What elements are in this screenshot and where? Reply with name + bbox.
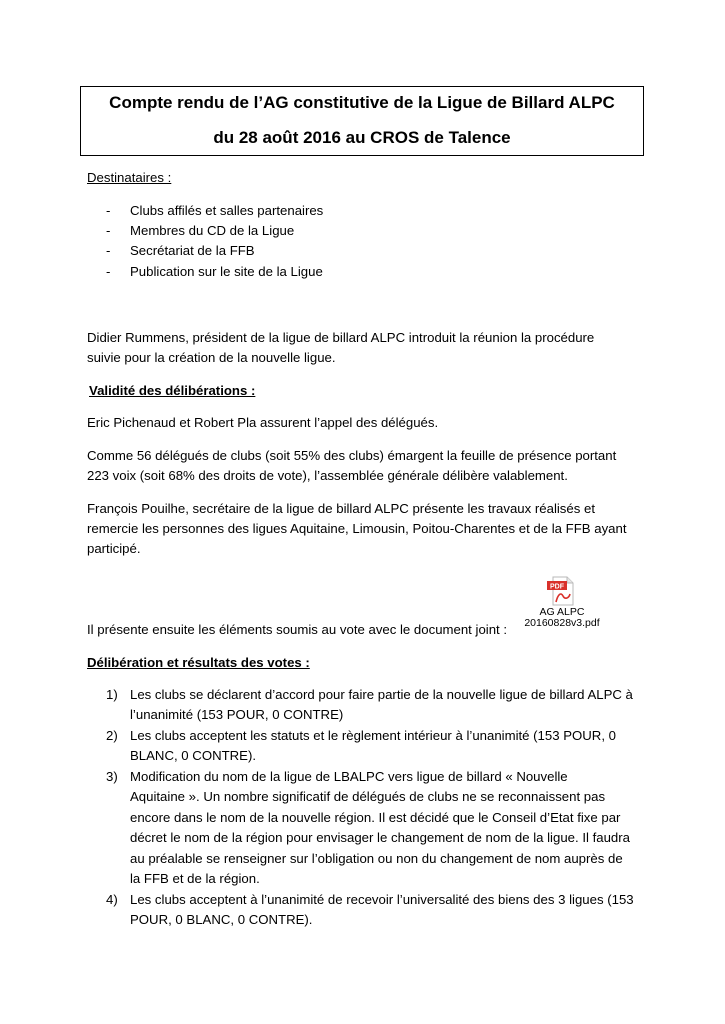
pdf-file-icon[interactable] xyxy=(545,576,579,606)
paragraph: Eric Pichenaud et Robert Pla assurent l’appel des délégués. xyxy=(87,415,439,430)
list-item-line: Les clubs se déclarent d’accord pour faire partie de la nouvelle ligue de billard ALPC à xyxy=(130,687,633,702)
list-item-line: POUR, 0 BLANC, 0 CONTRE). xyxy=(130,912,313,927)
attachment-sentence: Il présente ensuite les éléments soumis au vote avec le document joint : xyxy=(87,622,508,637)
validity-heading: Validité des délibérations : xyxy=(89,383,256,398)
list-item-line: encore dans le nom de la nouvelle région. Il est décidé que le Conseil d’Etat fixe par xyxy=(130,810,621,825)
list-item-line: l’unanimité (153 POUR, 0 CONTRE) xyxy=(130,707,344,722)
dash-bullet: - xyxy=(106,223,111,238)
list-item-line: la FFB et de la région. xyxy=(130,871,260,886)
dash-bullet: - xyxy=(106,243,111,258)
list-item: Clubs affilés et salles partenaires xyxy=(130,203,324,218)
item-number: 2) xyxy=(106,728,118,743)
list-item: Membres du CD de la Ligue xyxy=(130,223,295,238)
intro-line-1: Didier Rummens, président de la ligue de billard ALPC introduit la réunion la procédure xyxy=(87,330,595,345)
document-title: Compte rendu de l’AG constitutive de la Ligue de Billard ALPC xyxy=(109,93,615,112)
title-box xyxy=(80,86,644,156)
paragraph-line: Comme 56 délégués de clubs (soit 55% des clubs) émargent la feuille de présence portant xyxy=(87,448,617,463)
item-number: 4) xyxy=(106,892,118,907)
paragraph-line: François Pouilhe, secrétaire de la ligue de billard ALPC présente les travaux réalisés et xyxy=(87,501,595,516)
paragraph-line: participé. xyxy=(87,541,141,556)
list-item: Secrétariat de la FFB xyxy=(130,243,255,258)
list-item-line: Aquitaine ». Un nombre significatif de délégués de clubs ne se reconnaissent pas xyxy=(130,789,606,804)
item-number: 1) xyxy=(106,687,118,702)
list-item-line: Modification du nom de la ligue de LBALPC vers ligue de billard « Nouvelle xyxy=(130,769,568,784)
pdf-icon-label: PDF xyxy=(550,583,564,591)
paragraph-line: remercie les personnes des ligues Aquitaine, Limousin, Poitou-Charentes et de la FFB ayant xyxy=(87,521,627,536)
paragraph-line: 223 voix (soit 68% des droits de vote), l’assemblée générale délibère valablement. xyxy=(87,468,568,483)
list-item-line: au préalable se renseigner sur l’obligation ou non du changement de nom auprès de xyxy=(130,851,623,866)
dash-bullet: - xyxy=(106,264,111,279)
list-item: Publication sur le site de la Ligue xyxy=(130,264,323,279)
item-number: 3) xyxy=(106,769,118,784)
intro-line-2: suivie pour la création de la nouvelle ligue. xyxy=(87,350,336,365)
recipients-label: Destinataires : xyxy=(87,170,172,185)
dash-bullet: - xyxy=(106,203,111,218)
votes-heading: Délibération et résultats des votes : xyxy=(87,655,310,670)
list-item-line: décret le nom de la région pour envisager le changement de nom de la ligue. Il faudra xyxy=(130,830,630,845)
list-item-line: Les clubs acceptent à l’unanimité de recevoir l’universalité des biens des 3 ligues (153 xyxy=(130,892,634,907)
list-item-line: Les clubs acceptent les statuts et le règlement intérieur à l’unanimité (153 POUR, 0 xyxy=(130,728,616,743)
attachment-name[interactable]: AG ALPC xyxy=(539,606,585,618)
document-subtitle: du 28 août 2016 au CROS de Talence xyxy=(213,128,511,147)
attachment-filename[interactable]: 20160828v3.pdf xyxy=(524,617,600,629)
list-item-line: BLANC, 0 CONTRE). xyxy=(130,748,257,763)
